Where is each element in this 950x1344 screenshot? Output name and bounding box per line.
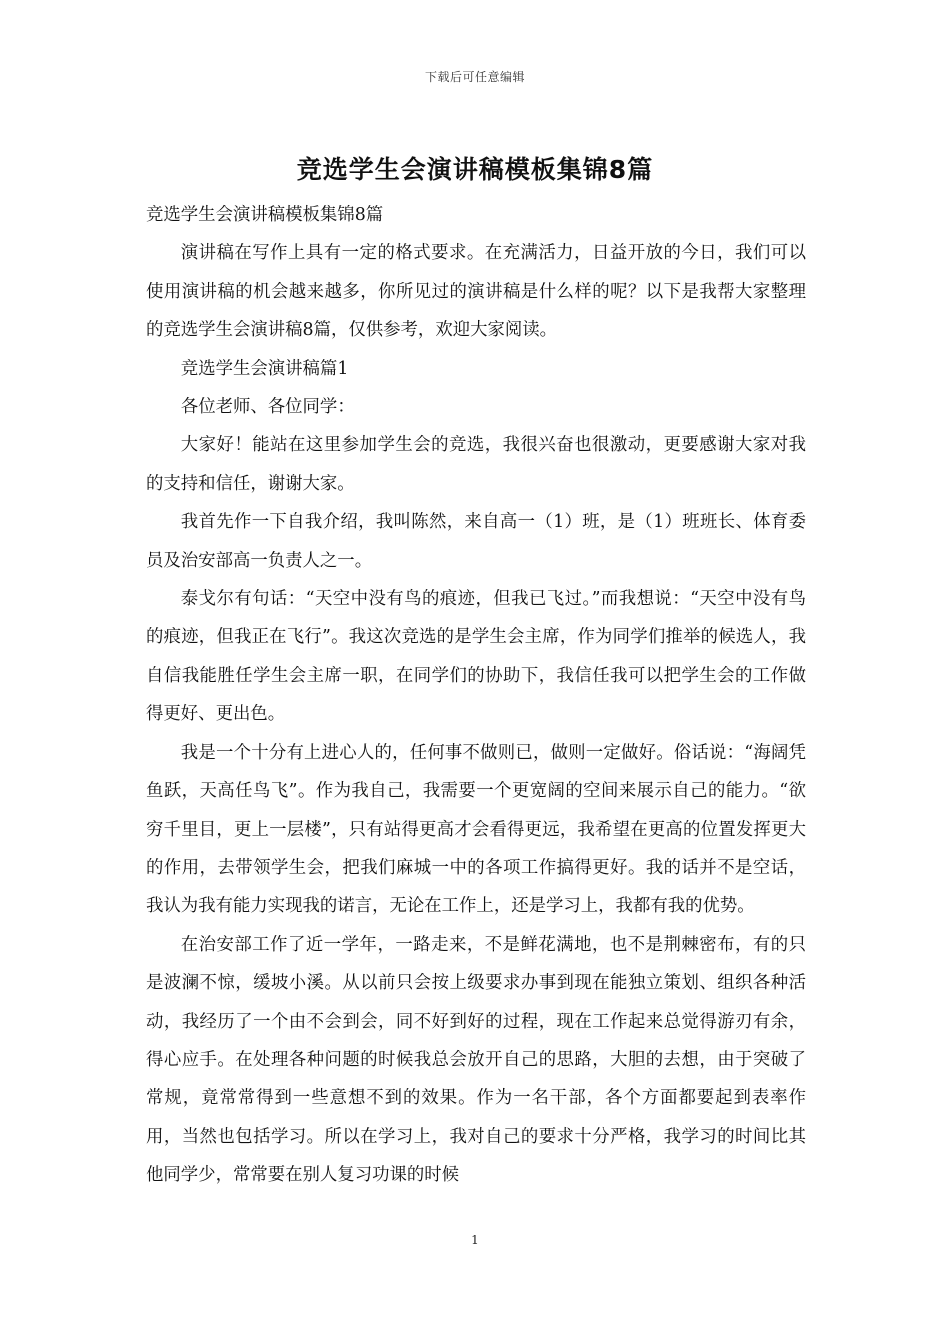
intro-paragraph: 演讲稿在写作上具有一定的格式要求。在充满活力，日益开放的今日，我们可以使用演讲稿的机会越来越多，你所见过的演讲稿是什么样的呢？以下是我帮大家整理的竞选学生会演讲稿8篇，仅供参考，欢迎大家阅读。 (146, 243, 806, 341)
body-paragraph: 泰戈尔有句话：“天空中没有鸟的痕迹，但我已飞过。”而我想说：“天空中没有鸟的痕迹，但我正在飞行”。我这次竞选的是学生会主席，作为同学们推举的候选人，我自信我能胜任学生会主席一职，在同学们的协助下，我信任我可以把学生会的工作做得更好、更出色。 (146, 589, 806, 725)
page-number: 1 (471, 1233, 479, 1247)
document-title: 竞选学生会演讲稿模板集锦8篇 (296, 155, 654, 184)
body-paragraph: 我是一个十分有上进心人的，任何事不做则已，做则一定做好。俗话说：“海阔凭鱼跃，天高任鸟飞”。作为我自己，我需要一个更宽阔的空间来展示自己的能力。“欲穷千里目，更上一层楼”，只有站得更高才会看得更远，我希望在更高的位置发挥更大的作用，去带领学生会，把我们麻城一中的各项工作搞得更好。我的话并不是空话，我认为我有能力实现我的诺言，无论在工作上，还是学习上，我都有我的优势。 (146, 742, 806, 917)
salutation-paragraph: 各位老师、各位同学： (180, 397, 355, 418)
body-paragraph: 大家好！能站在这里参加学生会的竞选，我很兴奋也很激动，更要感谢大家对我的支持和信任，谢谢大家。 (146, 435, 806, 494)
section-heading: 竞选学生会演讲稿篇1 (180, 358, 349, 379)
subtitle-paragraph: 竞选学生会演讲稿模板集锦8篇 (146, 205, 384, 225)
body-paragraph: 在治安部工作了近一学年，一路走来，不是鲜花满地，也不是荆棘密布，有的只是波澜不惊，缓坡小溪。从以前只会按上级要求办事到现在能独立策划、组织各种活动，我经历了一个由不会到会，同不好到好的过程，现在工作起来总觉得游刃有余，得心应手。在处理各种问题的时候我总会放开自己的思路，大胆的去想，由于突破了常规，竟常常得到一些意想不到的效果。作为一名干部，各个方面都要起到表率作用，当然也包括学习。所以在学习上，我对自己的要求十分严格，我学习的时间比其他同学少，常常要在别人复习功课的时候 (146, 934, 806, 1186)
document-body (146, 196, 806, 1195)
page-header-note: 下载后可任意编辑 (424, 70, 525, 84)
body-paragraph: 我首先作一下自我介绍，我叫陈然，来自高一（1）班，是（1）班班长、体育委员及治安部高一负责人之一。 (146, 512, 806, 571)
